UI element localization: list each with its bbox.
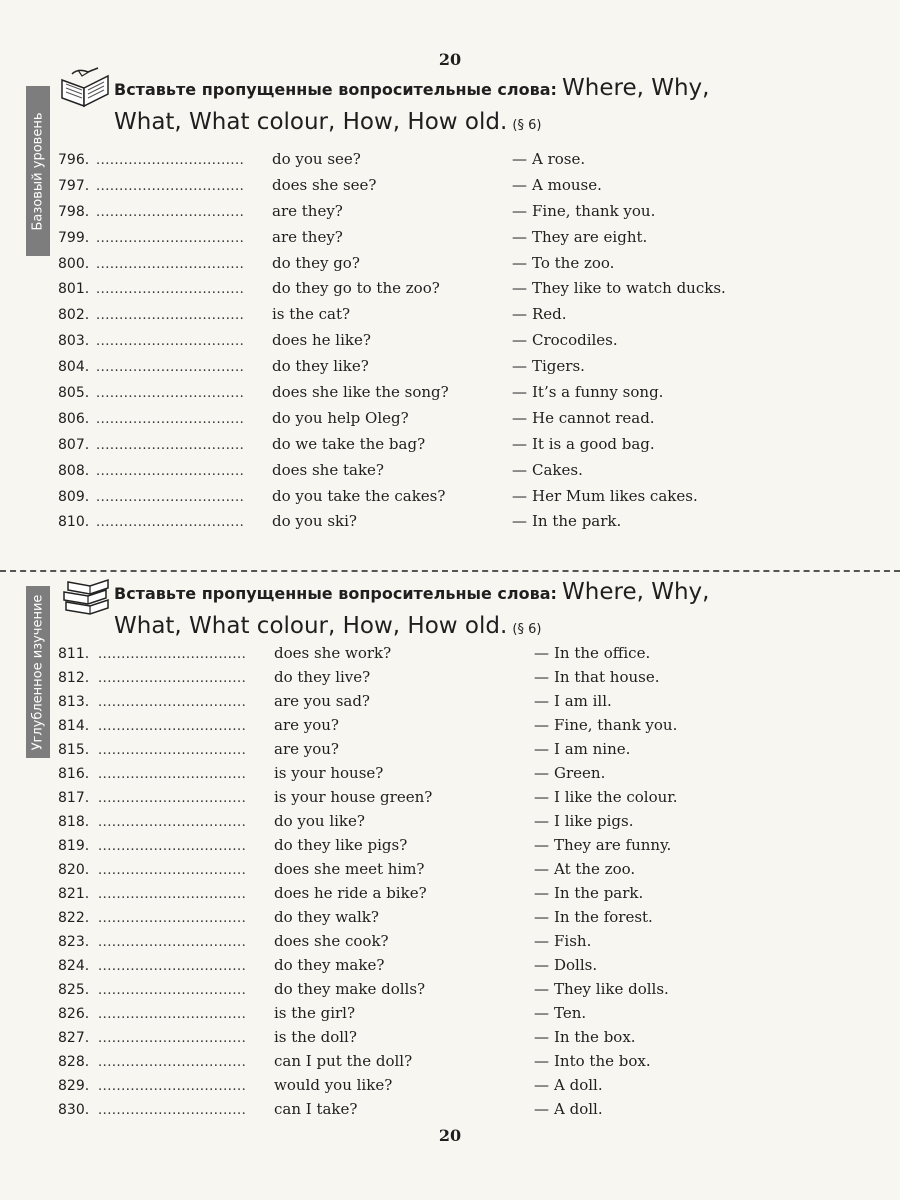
exercise-number: 823. [58, 934, 90, 950]
exercise-item [58, 487, 878, 513]
exercise-list-basic [58, 150, 878, 538]
answer-text: In the office. [554, 644, 651, 662]
question-text: is the cat? [272, 305, 351, 324]
level-tab-basic [26, 86, 50, 256]
question-text: does she meet him? [274, 860, 425, 878]
question-text: would you like? [274, 1076, 393, 1094]
answer-blank[interactable]: ................................ [96, 463, 245, 479]
answer-text: It is a good bag. [532, 434, 655, 453]
question-text: do you ski? [272, 512, 357, 531]
answer-dash: — [512, 305, 527, 324]
answer-text: They are funny. [554, 836, 672, 854]
level-tab-label: Углубленное изучение [30, 594, 46, 750]
answer-text: Green. [554, 764, 606, 782]
answer-dash: — [512, 279, 527, 298]
section-divider [0, 570, 900, 572]
exercise-number: 820. [58, 862, 90, 878]
exercise-number: 808. [58, 462, 90, 479]
answer-text: I am ill. [554, 692, 612, 710]
answer-blank[interactable]: ................................ [98, 983, 247, 998]
instruction-advanced [114, 576, 874, 646]
exercise-number: 800. [58, 255, 90, 272]
exercise-item [58, 176, 878, 202]
question-text: does she cook? [274, 932, 389, 950]
answer-text: In the box. [554, 1028, 636, 1046]
instruction-ru: Вставьте пропущенные вопросительные слова: [114, 80, 557, 99]
exercise-item [58, 512, 878, 538]
question-text: do they go to the zoo? [272, 279, 440, 298]
question-text: does he like? [272, 331, 371, 350]
answer-blank[interactable]: ................................ [96, 437, 245, 453]
answer-dash: — [534, 884, 549, 902]
answer-blank[interactable]: ................................ [98, 1103, 247, 1118]
exercise-number: 819. [58, 838, 90, 854]
answer-text: In the forest. [554, 908, 653, 926]
exercise-item [58, 860, 878, 884]
answer-dash: — [534, 836, 549, 854]
question-text: do you help Oleg? [272, 408, 409, 427]
answer-text: They like to watch ducks. [532, 279, 726, 298]
answer-blank[interactable]: ................................ [96, 360, 245, 376]
exercise-item [58, 150, 878, 176]
answer-dash: — [512, 175, 527, 194]
answer-dash: — [534, 788, 549, 806]
answer-dash: — [534, 932, 549, 950]
answer-text: Cakes. [532, 460, 583, 479]
question-text: does she take? [272, 460, 384, 479]
exercise-item [58, 305, 878, 331]
answer-text: It’s a funny song. [532, 383, 664, 402]
exercise-item [58, 1100, 878, 1124]
stack-of-books-icon [60, 576, 112, 616]
answer-dash: — [512, 460, 527, 479]
answer-blank[interactable]: ................................ [98, 839, 247, 854]
answer-dash: — [512, 486, 527, 505]
question-text: are you? [274, 716, 339, 734]
question-text: can I take? [274, 1100, 358, 1118]
answer-dash: — [512, 408, 527, 427]
exercise-item [58, 254, 878, 280]
answer-dash: — [534, 740, 549, 758]
answer-blank[interactable]: ................................ [96, 282, 245, 298]
exercise-number: 809. [58, 488, 90, 505]
question-text: are you sad? [274, 692, 370, 710]
answer-text: Her Mum likes cakes. [532, 486, 698, 505]
exercise-number: 810. [58, 514, 90, 531]
answer-dash: — [534, 1028, 549, 1046]
answer-blank[interactable]: ................................ [98, 767, 247, 782]
exercise-number: 830. [58, 1102, 90, 1118]
answer-dash: — [534, 764, 549, 782]
exercise-number: 817. [58, 790, 90, 806]
answer-dash: — [534, 980, 549, 998]
answer-blank[interactable]: ................................ [98, 719, 247, 734]
answer-blank[interactable]: ................................ [98, 791, 247, 806]
exercise-item [58, 980, 878, 1004]
exercise-number: 821. [58, 886, 90, 902]
question-text: does he ride a bike? [274, 884, 427, 902]
exercise-number: 807. [58, 436, 90, 453]
answer-blank[interactable]: ................................ [96, 334, 245, 350]
answer-blank[interactable]: ................................ [98, 863, 247, 878]
answer-dash: — [534, 860, 549, 878]
exercise-number: 829. [58, 1078, 90, 1094]
exercise-item [58, 1052, 878, 1076]
answer-text: Red. [532, 305, 567, 324]
answer-blank[interactable]: ................................ [98, 959, 247, 974]
answer-dash: — [534, 1100, 549, 1118]
answer-blank[interactable]: ................................ [96, 386, 245, 402]
exercise-number: 804. [58, 359, 90, 376]
answer-text: I like pigs. [554, 812, 634, 830]
answer-dash: — [512, 357, 527, 376]
exercise-number: 805. [58, 385, 90, 402]
question-text: do you see? [272, 150, 361, 168]
question-text: are you? [274, 740, 339, 758]
exercise-number: 797. [58, 177, 90, 194]
question-text: do they make? [274, 956, 385, 974]
answer-text: A mouse. [532, 175, 602, 194]
answer-dash: — [512, 434, 527, 453]
exercise-item [58, 740, 878, 764]
answer-blank[interactable]: ................................ [98, 647, 247, 662]
answer-dash: — [512, 150, 527, 168]
exercise-item [58, 956, 878, 980]
answer-dash: — [534, 908, 549, 926]
question-text: do they like pigs? [274, 836, 408, 854]
answer-blank[interactable]: ................................ [98, 1079, 247, 1094]
answer-dash: — [512, 227, 527, 246]
answer-blank[interactable]: ................................ [96, 308, 245, 324]
question-text: do they make dolls? [274, 980, 426, 998]
answer-text: They like dolls. [554, 980, 669, 998]
question-text: is the doll? [274, 1028, 357, 1046]
exercise-item [58, 1004, 878, 1028]
exercise-number: 827. [58, 1030, 90, 1046]
question-text: is your house? [274, 764, 384, 782]
answer-text: A rose. [532, 150, 586, 168]
answer-dash: — [534, 716, 549, 734]
answer-blank[interactable]: ................................ [98, 743, 247, 758]
answer-text: In the park. [554, 884, 644, 902]
exercise-number: 814. [58, 718, 90, 734]
exercise-item [58, 716, 878, 740]
answer-text: Ten. [554, 1004, 587, 1022]
exercise-number: 803. [58, 333, 90, 350]
answer-text: I like the colour. [554, 788, 678, 806]
exercise-number: 812. [58, 670, 90, 686]
exercise-number: 796. [58, 152, 90, 168]
exercise-item [58, 932, 878, 956]
answer-dash: — [534, 692, 549, 710]
exercise-item [58, 228, 878, 254]
exercise-number: 813. [58, 694, 90, 710]
answer-blank[interactable]: ................................ [98, 695, 247, 710]
answer-text: To the zoo. [532, 253, 615, 272]
answer-dash: — [534, 1076, 549, 1094]
answer-blank[interactable]: ................................ [96, 515, 245, 531]
answer-text: At the zoo. [554, 860, 636, 878]
answer-blank[interactable]: ................................ [96, 489, 245, 505]
question-text: do they like? [272, 357, 369, 376]
question-text: does she work? [274, 644, 392, 662]
answer-text: Crocodiles. [532, 331, 618, 350]
exercise-number: 806. [58, 410, 90, 427]
answer-dash: — [512, 512, 527, 531]
answer-blank[interactable]: ................................ [96, 178, 245, 194]
exercise-item [58, 788, 878, 812]
answer-text: Fine, thank you. [532, 201, 656, 220]
question-text: are they? [272, 201, 343, 220]
page-number-bottom: 20 [438, 1126, 462, 1145]
question-text: are they? [272, 227, 343, 246]
answer-text: Dolls. [554, 956, 598, 974]
instruction-en-line1: Where, Why, [562, 579, 710, 605]
question-text: do you take the cakes? [272, 486, 446, 505]
answer-blank[interactable]: ................................ [96, 256, 245, 272]
question-text: does she like the song? [272, 383, 449, 402]
level-tab-label: Базовый уровень [30, 112, 46, 230]
exercise-item [58, 884, 878, 908]
question-text: is the girl? [274, 1004, 356, 1022]
answer-blank[interactable]: ................................ [98, 671, 247, 686]
instruction-basic [114, 72, 874, 142]
answer-text: They are eight. [532, 227, 648, 246]
exercise-number: 822. [58, 910, 90, 926]
exercise-item [58, 279, 878, 305]
instruction-en-line2: What, What colour, How, How old. [114, 109, 508, 135]
question-text: do they live? [274, 668, 371, 686]
exercise-item [58, 202, 878, 228]
instruction-reference: (§ 6) [512, 118, 542, 133]
exercise-item [58, 409, 878, 435]
exercise-number: 825. [58, 982, 90, 998]
exercise-number: 802. [58, 307, 90, 324]
answer-blank[interactable]: ................................ [96, 411, 245, 427]
exercise-item [58, 1076, 878, 1100]
exercise-list-advanced [58, 644, 878, 1124]
answer-dash: — [534, 1004, 549, 1022]
instruction-en-line2: What, What colour, How, How old. [114, 613, 508, 639]
exercise-item [58, 644, 878, 668]
answer-blank[interactable]: ................................ [98, 887, 247, 902]
exercise-item [58, 383, 878, 409]
answer-text: A doll. [554, 1100, 603, 1118]
exercise-number: 815. [58, 742, 90, 758]
question-text: does she see? [272, 175, 377, 194]
answer-blank[interactable]: ................................ [96, 230, 245, 246]
answer-text: Fish. [554, 932, 592, 950]
exercise-item [58, 1028, 878, 1052]
answer-blank[interactable]: ................................ [96, 204, 245, 220]
answer-blank[interactable]: ................................ [98, 911, 247, 926]
answer-dash: — [512, 331, 527, 350]
answer-text: I am nine. [554, 740, 631, 758]
answer-dash: — [534, 644, 549, 662]
answer-dash: — [534, 812, 549, 830]
answer-dash: — [512, 201, 527, 220]
instruction-reference: (§ 6) [512, 622, 542, 637]
exercise-number: 828. [58, 1054, 90, 1070]
exercise-number: 811. [58, 646, 90, 662]
exercise-number: 816. [58, 766, 90, 782]
answer-text: A doll. [554, 1076, 603, 1094]
exercise-number: 818. [58, 814, 90, 830]
answer-text: Into the box. [554, 1052, 651, 1070]
answer-blank[interactable]: ................................ [98, 1007, 247, 1022]
level-tab-advanced [26, 586, 50, 758]
answer-dash: — [534, 1052, 549, 1070]
answer-dash: — [534, 668, 549, 686]
exercise-item [58, 331, 878, 357]
answer-blank[interactable]: ................................ [98, 935, 247, 950]
question-text: do you like? [274, 812, 365, 830]
answer-blank[interactable]: ................................ [96, 153, 245, 168]
exercise-number: 824. [58, 958, 90, 974]
answer-dash: — [534, 956, 549, 974]
exercise-item [58, 812, 878, 836]
exercise-number: 826. [58, 1006, 90, 1022]
answer-text: He cannot read. [532, 408, 655, 427]
answer-dash: — [512, 253, 527, 272]
instruction-ru: Вставьте пропущенные вопросительные слова: [114, 584, 557, 603]
exercise-item [58, 357, 878, 383]
answer-blank[interactable]: ................................ [98, 1031, 247, 1046]
answer-text: Tigers. [532, 357, 585, 376]
exercise-item [58, 908, 878, 932]
exercise-number: 799. [58, 229, 90, 246]
answer-text: In that house. [554, 668, 660, 686]
answer-text: Fine, thank you. [554, 716, 678, 734]
question-text: do we take the bag? [272, 434, 426, 453]
exercise-number: 801. [58, 281, 90, 298]
question-text: do they walk? [274, 908, 379, 926]
exercise-item [58, 692, 878, 716]
answer-dash: — [512, 383, 527, 402]
exercise-item [58, 668, 878, 692]
instruction-en-line1: Where, Why, [562, 75, 710, 101]
answer-blank[interactable]: ................................ [98, 1055, 247, 1070]
question-text: can I put the doll? [274, 1052, 413, 1070]
exercise-item [58, 461, 878, 487]
answer-text: In the park. [532, 512, 622, 531]
open-book-icon [58, 66, 112, 110]
exercise-item [58, 836, 878, 860]
exercise-item [58, 764, 878, 788]
question-text: do they go? [272, 253, 360, 272]
answer-blank[interactable]: ................................ [98, 815, 247, 830]
exercise-number: 798. [58, 203, 90, 220]
question-text: is your house green? [274, 788, 433, 806]
page-number-top: 20 [438, 50, 462, 69]
exercise-item [58, 435, 878, 461]
